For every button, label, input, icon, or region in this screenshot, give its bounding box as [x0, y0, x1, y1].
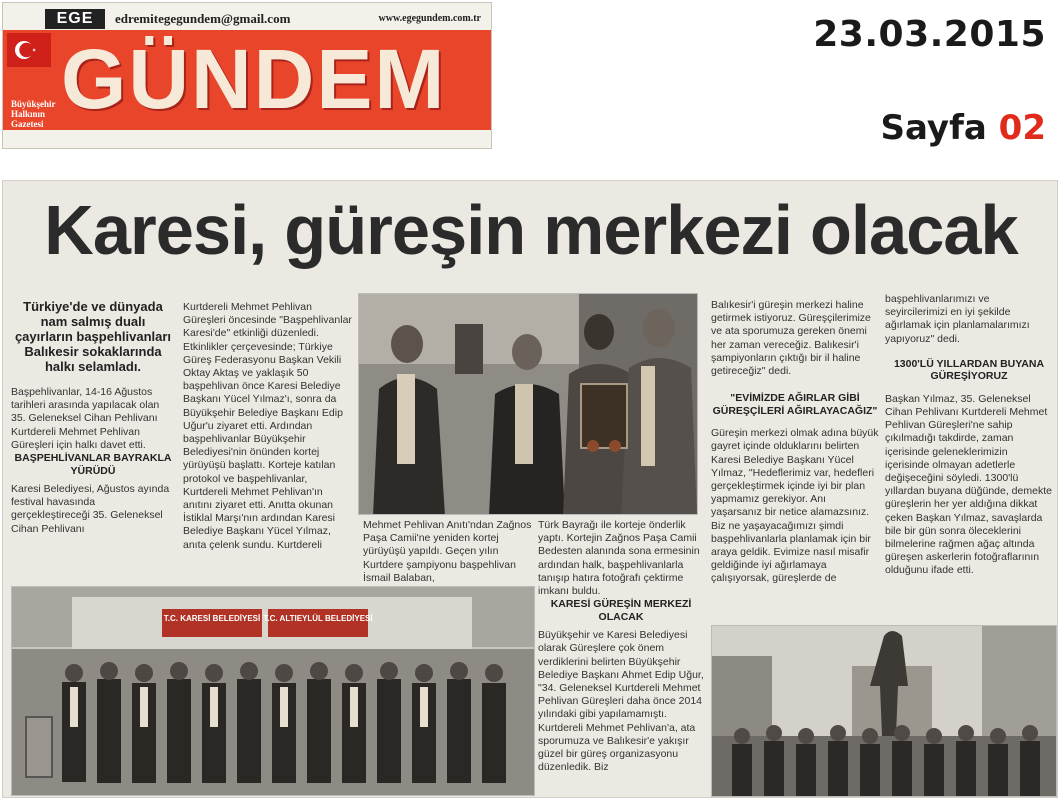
- page-number: 02: [998, 108, 1046, 148]
- article-lead: Türkiye'de ve dünyada nam salmış dualı çayırların başpehlivanları Balıkesir sokaklarında halkı selamladı.: [14, 299, 172, 374]
- group-photo-municipality: [11, 586, 535, 796]
- article-paragraph: Güreşin merkezi olmak adına büyük gayret içinde olduklarını belirten Karesi Belediye Başkanı Yücel Yılmaz, "Hedeflerimiz var, hedefleri gerçekleştirmek içinde iyi bir plan yapmamız gerekiyor. Anı yaşarsanız bir netice alamazsınız. Biz ne yaşayacağımızı şimdi başpehlivanlarla planlamak için bir araya geldik. Evimize nasıl misafir geldiğinde iyi ağırlamaya çalışıyorsak, güreşlerde de: [711, 427, 879, 585]
- page-indicator: [881, 108, 1046, 148]
- article-paragraph: Başpehlivanlar, 14-16 Ağustos tarihleri arasında yapılacak olan 35. Geleneksel Cihan Pehlivanı Kurtdereli Mehmet Pehlivan Güreşleri için halkı davet etti.: [11, 386, 160, 451]
- group-photo-image: [12, 587, 535, 796]
- masthead-tagline: Büyükşehir Halkının Gazetesi: [11, 99, 56, 129]
- article-subheading: 1300'LÜ YILLARDAN BUYANA GÜREŞİYORUZ: [893, 357, 1045, 383]
- article-paragraph: Balıkesir'i güreşin merkezi haline getirmek istiyoruz. Güreşçilerimize ve ata sporumuza gereken önemi her zaman vereceğiz. Balıkesir'i şampiyonların çıktığı bir il haline getireceğiz" dedi.: [711, 299, 871, 378]
- ceremony-photo-image: [359, 294, 698, 515]
- page-label: Sayfa: [880, 108, 987, 148]
- article-column-2: [183, 301, 353, 552]
- article-column-5: [711, 299, 879, 586]
- masthead-badge: EGE: [45, 9, 105, 29]
- article-column-3: [363, 519, 533, 585]
- article-column-4: [538, 519, 704, 774]
- article-column-1: [11, 299, 175, 536]
- article-subheading: BAŞPEHLİVANLAR BAYRAKLA YÜRÜDÜ: [14, 452, 172, 477]
- article-headline: Karesi, güreşin merkezi olacak: [44, 191, 1018, 269]
- article-paragraph: Başkan Yılmaz, 35. Geleneksel Cihan Pehlivanı Kurtdereli Mehmet Pehlivan Güreşleri'ne sahip çıkılmadığı takdirde, zaman içerisinde geleneklerimizin içerisinde olmayan adetlerle değişeceğini söyledi. 1300'lü yıllardan buyana düğünde, demekte güreşlerin her yer aldığına dikkat çeken Başkan Yılmaz, savaşlarda bile bir gün sonra öleceklerini bilmelerine rağmen ağaç altında güreşen askerlerin fotoğraflarının olduğunu ifade etti.: [885, 392, 1052, 577]
- turkish-flag-icon: [7, 33, 51, 67]
- article-paragraph: Kurtdereli Mehmet Pehlivan Güreşleri öncesinde "Başpehlivanlar Karesi'de" etkinliği düzenledi. Etkinlikler çerçevesinde; Türkiye Güreş Federasyonu Başkan Vekili Oktay Aktaş ve yaklaşık 50 başpehlivan önce Karesi Belediye Başkanı Yücel Yılmaz'ı, sonra da Büyükşehir Belediye Başkanı Edip Uğur'u ziyaret etti. Ardından başpehlivanlar Büyükşehir Belediyesi'nin önünden kortej yürüyüşü başlattı. Korteje katılan protokol ve başpehlivanlar, Kurtdereli Mehmet Pehlivan'ın anıtını ziyaret etti. Anıtta okunan İstiklal Marşı'nın ardından Karesi Belediye Başkanı Yücel Yılmaz, anıta çelenk sundu. Kurtdereli: [183, 301, 352, 551]
- masthead-email: edremitegegundem@gmail.com: [115, 11, 291, 26]
- masthead-website: www.egegundem.com.tr: [378, 13, 481, 24]
- article-paragraph: başpehlivanlarımızı ve seyircilerimizi en iyi şekilde ağırlamak için planlamalarımızı yapıyoruz" dedi.: [885, 293, 1030, 345]
- newspaper-clipping: [2, 180, 1058, 798]
- karesi-sign-text: T.C. KARESİ BELEDİYESİ: [163, 614, 261, 623]
- publication-date: 23.03.2015: [813, 14, 1046, 55]
- article-paragraph: Mehmet Pehlivan Anıtı'ndan Zağnos Paşa Camii'ne yeniden kortej yürüyüşü yapıldı. Geçen yılın Kurtdere şampiyonu başpehlivan İsmail Balaban,: [363, 519, 532, 584]
- article-paragraph: Büyükşehir ve Karesi Belediyesi olarak Güreşlere çok önem verdiklerini belirten Büyükşehir Belediye Başkanı Ahmet Edip Uğur, "34. Geleneksel Kurtdereli Mehmet Pehlivan Güreşleri daha önce 2014 yılındaki gibi yapılamamıştı. Kurtdereli Mehmet Pehlivan'a, ata sporumuza ve Balıkesir'e yakışır güzel bir güreş organizasyonu düzenledik. Biz: [538, 629, 704, 774]
- article-column-6: [885, 293, 1053, 578]
- article-paragraph: Karesi Belediyesi, Ağustos ayında festival havasında gerçekleştireceği 35. Geleneksel Cihan Pehlivanı: [11, 483, 170, 535]
- masthead-title: GÜNDEM: [61, 32, 447, 126]
- group-photo-statue: [711, 625, 1057, 797]
- article-paragraph: Türk Bayrağı ile korteje önderlik yaptı. Kortejin Zağnos Paşa Camii Bedesten alanında sona ermesinin ardından halk, başpehlivanlarla tanışıp hatıra fotoğrafı çektirme imkanı buldu.: [538, 519, 700, 598]
- article-subheading: KARESİ GÜREŞİN MERKEZİ OLACAK: [550, 598, 692, 623]
- statue-photo-image: [712, 626, 1057, 797]
- altieylul-sign-text: T.C. ALTIEYLÜL BELEDİYESİ: [263, 614, 373, 623]
- newspaper-masthead: [2, 2, 492, 149]
- ceremony-photo: [358, 293, 698, 515]
- article-subheading: "EVİMİZDE AĞIRLAR GİBİ GÜREŞÇİLERİ AĞIRLAYACAĞIZ": [712, 392, 878, 417]
